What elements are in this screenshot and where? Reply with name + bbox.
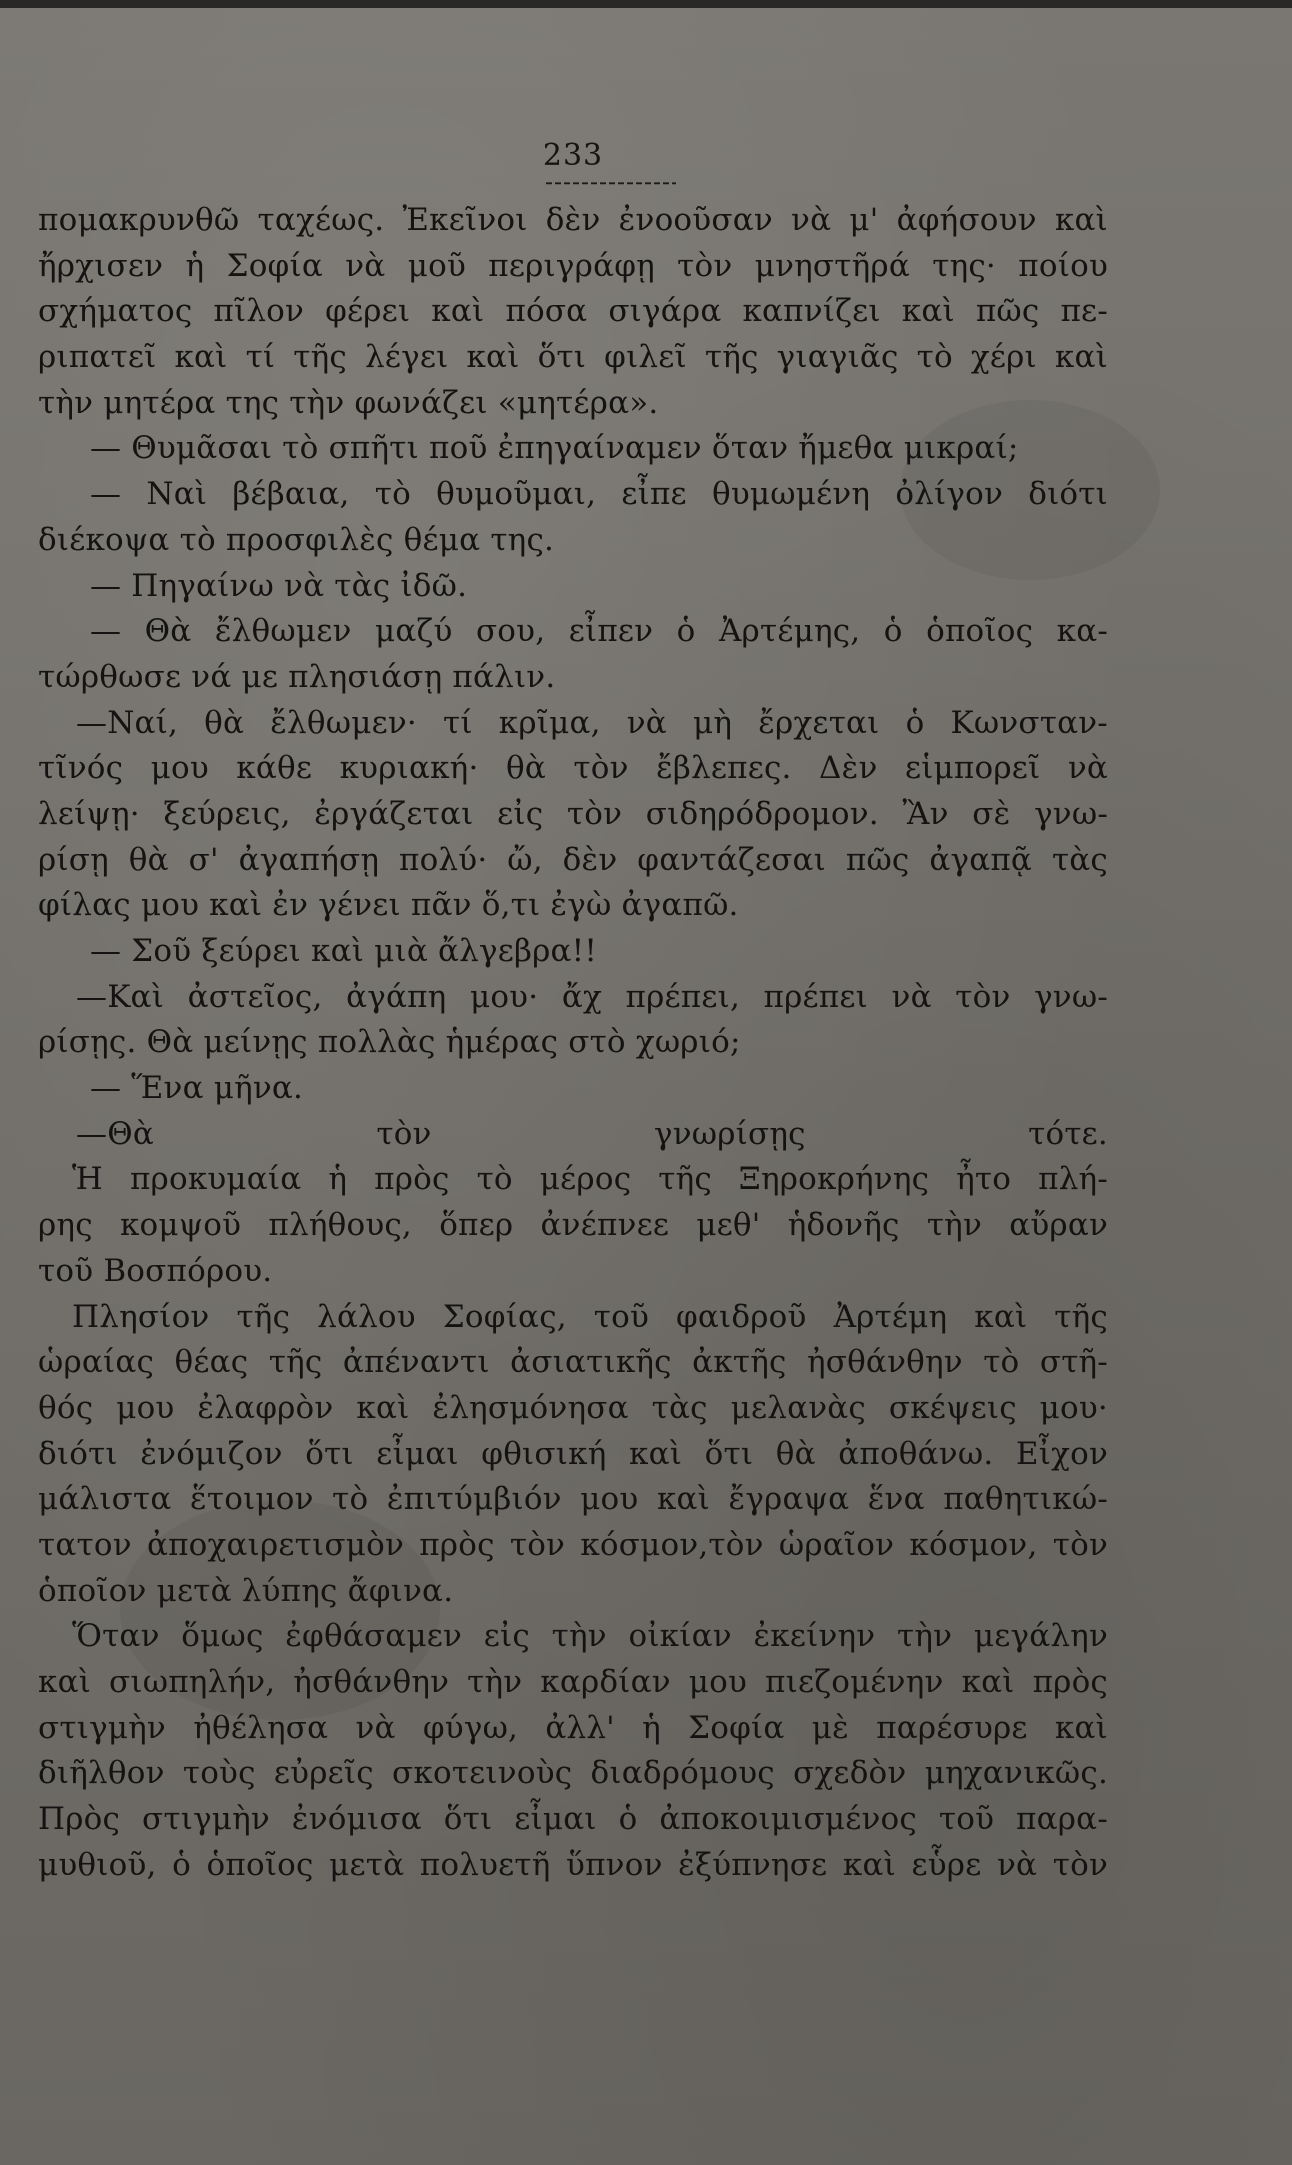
page-text — [38, 198, 1108, 1888]
text-line: διῆλθον τοὺς εὐρεῖς σκοτεινοὺς διαδρόμους σχεδὸν μηχανικῶς. — [38, 1755, 1108, 1792]
dialogue-line: — Πηγαίνω νὰ τὰς ἰδῶ. — [90, 567, 468, 604]
text-line: τῖνός μου κάθε κυριακή· θὰ τὸν ἔβλεπες. Δὲν εἱμπορεῖ νὰ — [38, 750, 1108, 787]
paragraph-line: Ἡ προκυμαία ἡ πρὸς τὸ μέρος τῆς Ξηροκρήνης ἦτο πλή- — [72, 1161, 1108, 1198]
page-number: 233 — [542, 138, 604, 173]
dialogue-line: — Θὰ ἔλθωμεν μαζύ σου, εἶπεν ὁ Ἀρτέμης, ὁ ὁποῖος κα- — [90, 613, 1108, 650]
dialogue-line: —Καὶ ἀστεῖος, ἀγάπη μου· ἄχ πρέπει, πρέπει νὰ τὸν γνω- — [76, 978, 1108, 1015]
text-line: θός μου ἐλαφρὸν καὶ ἐλησμόνησα τὰς μελανὰς σκέψεις μου· — [38, 1389, 1108, 1426]
text-line: ὁποῖον μετὰ λύπης ἄφινα. — [38, 1572, 454, 1609]
text-line: πομακρυνθῶ ταχέως. Ἐκεῖνοι δὲν ἐνοοῦσαν νὰ μ' ἀφήσουν καὶ — [38, 202, 1108, 238]
text-line: τὴν μητέρα της τὴν φωνάζει «μητέρα». — [38, 384, 659, 421]
text-line: διότι ἐνόμιζον ὅτι εἶμαι φθισική καὶ ὅτι θὰ ἀποθάνω. Εἶχον — [38, 1435, 1108, 1472]
book-page — [38, 108, 1108, 2008]
text-line: καὶ σιωπηλήν, ἠσθάνθην τὴν καρδίαν μου πιεζομένην καὶ πρὸς — [38, 1664, 1108, 1700]
text-line: στιγμὴν ἠθέλησα νὰ φύγω, ἀλλ' ἡ Σοφία μὲ παρέσυρε καὶ — [38, 1709, 1108, 1746]
text-line: Πρὸς στιγμὴν ἐνόμισα ὅτι εἶμαι ὁ ἀποκοιμισμένος τοῦ παρα- — [38, 1801, 1108, 1838]
text-line: ρίσῃς. Θὰ μείνῃς πολλὰς ἡμέρας στὸ χωριό; — [38, 1024, 741, 1061]
paragraph-line: Πλησίον τῆς λάλου Σοφίας, τοῦ φαιδροῦ Ἀρτέμη καὶ τῆς — [72, 1298, 1108, 1335]
paragraph-line: Ὅταν ὅμως ἐφθάσαμεν εἰς τὴν οἰκίαν ἐκείνην τὴν μεγάλην — [72, 1618, 1108, 1655]
text-line: ρίσῃ θὰ σ' ἀγαπήσῃ πολύ· ὤ, δὲν φαντάζεσαι πῶς ἀγαπᾷ τὰς — [38, 841, 1108, 878]
dialogue-line: — Ναὶ βέβαια, τὸ θυμοῦμαι, εἶπε θυμωμένη ὀλίγον διότι — [90, 476, 1108, 513]
text-line: ριπατεῖ καὶ τί τῆς λέγει καὶ ὅτι φιλεῖ τῆς γιαγιᾶς τὸ χέρι καὶ — [38, 339, 1108, 376]
text-line: διέκοψα τὸ προσφιλὲς θέμα της. — [38, 521, 555, 558]
text-line: ἤρχισεν ἡ Σοφία νὰ μοῦ περιγράφῃ τὸν μνηστῆρά της· ποίου — [38, 247, 1108, 284]
dialogue-line: — Σοῦ ξεύρει καὶ μιὰ ἄλγεβρα!! — [90, 933, 597, 969]
dialogue-line: — Ἕνα μῆνα. — [90, 1070, 304, 1107]
dialogue-line: — Θυμᾶσαι τὸ σπῆτι ποῦ ἐπηγαίναμεν ὅταν ἤμεθα μικραί; — [90, 430, 1019, 467]
text-line: σχήματος πῖλον φέρει καὶ πόσα σιγάρα καπνίζει καὶ πῶς πε- — [38, 293, 1108, 330]
text-line: τώρθωσε νά με πλησιάσῃ πάλιν. — [38, 658, 556, 695]
text-line: λείψῃ· ξεύρεις, ἐργάζεται εἰς τὸν σιδηρόδρομον. Ἂν σὲ γνω- — [38, 795, 1108, 832]
text-line: μάλιστα ἕτοιμον τὸ ἐπιτύμβιόν μου καὶ ἔγραψα ἕνα παθητικώ- — [38, 1481, 1108, 1518]
dialogue-line: —Ναί, θὰ ἔλθωμεν· τί κρῖμα, νὰ μὴ ἔρχεται ὁ Κωνσταν- — [76, 704, 1108, 741]
dialogue-line: —Θὰ τὸν γνωρίσῃς τότε. — [76, 1115, 1108, 1152]
page-top-edge — [0, 0, 1292, 8]
text-line: τατον ἀποχαιρετισμὸν πρὸς τὸν κόσμον,τὸν ὡραῖον κόσμον, τὸν — [38, 1526, 1108, 1563]
text-line: τοῦ Βοσπόρου. — [38, 1252, 273, 1289]
text-line: μυθιοῦ, ὁ ὁποῖος μετὰ πολυετῆ ὕπνον ἐξύπνησε καὶ εὗρε νὰ τὸν — [38, 1846, 1108, 1883]
page-number-rule — [546, 180, 676, 186]
text-line: φίλας μου καὶ ἐν γένει πᾶν ὅ,τι ἐγὼ ἀγαπῶ. — [38, 887, 739, 924]
text-line: ὡραίας θέας τῆς ἀπέναντι ἀσιατικῆς ἀκτῆς ἠσθάνθην τὸ στῆ- — [38, 1344, 1108, 1381]
text-line: ρης κομψοῦ πλήθους, ὅπερ ἀνέπνεε μεθ' ἡδονῆς τὴν αὔραν — [38, 1207, 1108, 1244]
